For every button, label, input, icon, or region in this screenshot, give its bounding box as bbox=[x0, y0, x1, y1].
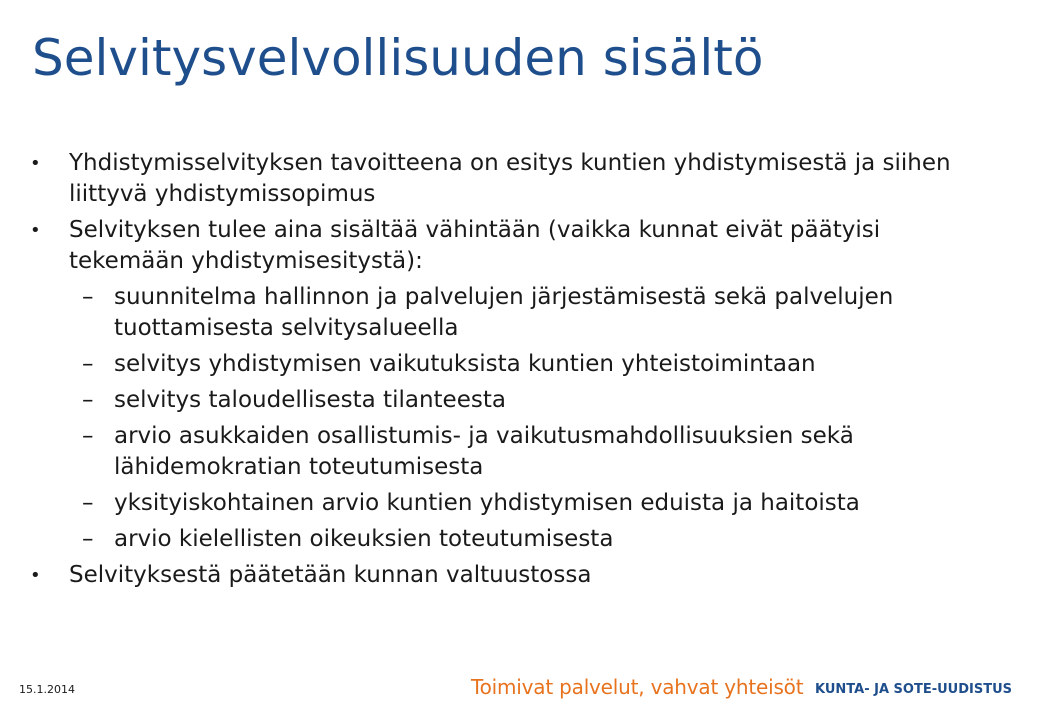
bullet-marker: • bbox=[30, 153, 41, 174]
footer-date: 15.1.2014 bbox=[19, 683, 75, 696]
bullet-text: Yhdistymisselvityksen tavoitteena on esitys kuntien yhdistymisestä ja siihen liittyvä yhdistymissopimus bbox=[69, 150, 951, 207]
slide-title: Selvitysvelvollisuuden sisältö bbox=[32, 29, 764, 87]
sub-item-text: selvitys taloudellisesta tilanteesta bbox=[114, 387, 506, 413]
bullet-item bbox=[0, 560, 989, 591]
dash-marker: – bbox=[82, 490, 94, 516]
dash-marker: – bbox=[82, 387, 94, 413]
bullet-text: Selvityksen tulee aina sisältää vähintään (vaikka kunnat eivät päätyisi tekemään yhdistymisesitystä): bbox=[69, 217, 881, 274]
bullet-marker: • bbox=[30, 220, 41, 241]
sub-item-text: arvio kielellisten oikeuksien toteutumisesta bbox=[114, 526, 614, 552]
bullet-text: Selvityksestä päätetään kunnan valtuustossa bbox=[69, 562, 592, 588]
dash-marker: – bbox=[82, 284, 94, 310]
dash-marker: – bbox=[82, 351, 94, 377]
sub-item-text: yksityiskohtainen arvio kuntien yhdistymisen eduista ja haitoista bbox=[114, 490, 860, 516]
dash-marker: – bbox=[82, 423, 94, 449]
footer-tagline: Toimivat palvelut, vahvat yhteisöt bbox=[471, 675, 804, 699]
slide-content bbox=[0, 148, 1048, 596]
sub-item bbox=[0, 385, 994, 416]
bullet-item bbox=[0, 148, 989, 210]
bullet-marker: • bbox=[30, 565, 41, 586]
sub-item-text: suunnitelma hallinnon ja palvelujen järjestämisestä sekä palvelujen tuottamisesta selvitysalueella bbox=[114, 284, 894, 341]
sub-item bbox=[0, 282, 994, 344]
dash-marker: – bbox=[82, 526, 94, 552]
sub-item bbox=[0, 349, 994, 380]
sub-item bbox=[0, 524, 994, 555]
sub-item bbox=[0, 421, 994, 483]
sub-item-text: arvio asukkaiden osallistumis- ja vaikutusmahdollisuuksien sekä lähidemokratian toteutumisesta bbox=[114, 423, 854, 480]
sub-item bbox=[0, 488, 994, 519]
footer-brand-logo: KUNTA- JA SOTE-UUDISTUS bbox=[815, 682, 1012, 697]
sub-item-text: selvitys yhdistymisen vaikutuksista kuntien yhteistoimintaan bbox=[114, 351, 816, 377]
bullet-item bbox=[0, 215, 989, 277]
